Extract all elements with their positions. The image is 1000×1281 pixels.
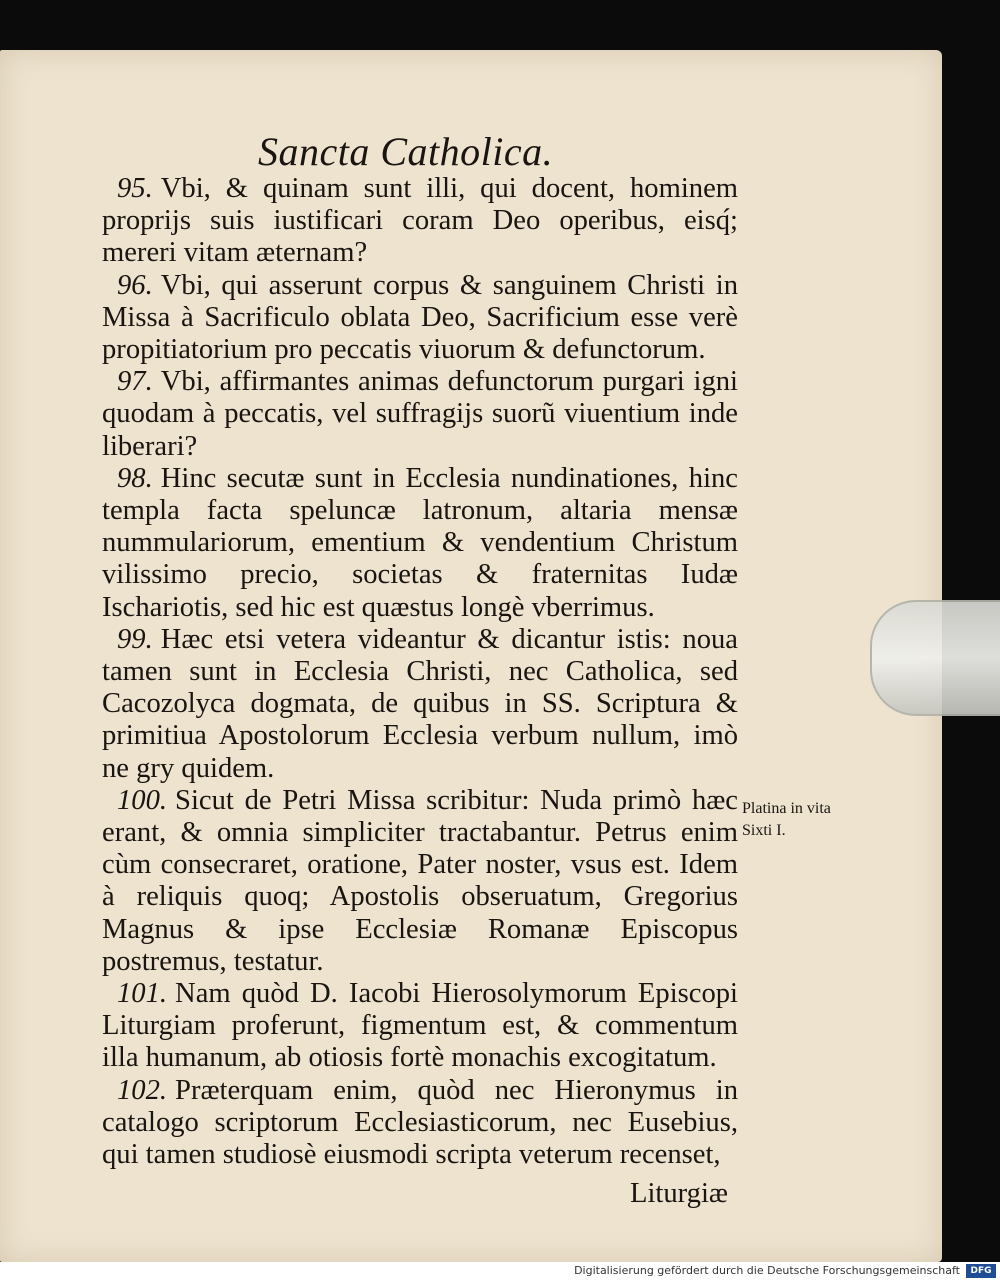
paragraph-number: 102.	[117, 1074, 168, 1106]
paragraph-text: Vbi, & quinam sunt illi, qui docent, hominem proprijs suis iustificari coram Deo operibus, eisq́; mereri vitam æternam?	[102, 173, 738, 269]
paragraph-text: Nam quòd D. Iacobi Hierosolymorum Episcopi Liturgiam proferunt, figmentum est, & commentum illa humanum, ab otiosis fortè monachis excogitatum.	[102, 978, 738, 1074]
paragraph-number: 98.	[117, 462, 153, 494]
page-clip	[870, 600, 1000, 716]
margin-note: Platina in vita Sixti I.	[742, 800, 831, 839]
paragraph-number: 95.	[117, 173, 153, 204]
paragraph-number: 101.	[117, 978, 168, 1010]
paragraph-number: 100.	[117, 784, 168, 816]
paragraph-96	[102, 270, 738, 367]
footer-credit: Digitalisierung gefördert durch die Deutsche Forschungsgemeinschaft	[574, 1264, 960, 1277]
paragraph-102	[102, 1075, 738, 1172]
paragraph-text: Hæc etsi vetera videantur & dicantur istis: noua tamen sunt in Ecclesia Christi, nec Catholica, sed Cacozolyca dogmata, de quibus in SS. Scriptura & primitiua Apostolorum Ecclesia verbum nullum, imò ne gry quidem.	[102, 623, 738, 784]
paragraph-text: Præterquam enim, quòd nec Hieronymus in catalogo scriptorum Ecclesiasticorum, nec Eusebius, qui tamen studiosè eiusmodi scripta veterum recenset,	[102, 1074, 738, 1171]
paragraph-number: 96.	[117, 269, 153, 301]
catchword: Liturgiæ	[630, 1178, 728, 1209]
paragraph-97	[102, 366, 738, 463]
paragraph-95	[102, 173, 738, 270]
paragraph-text: Hinc secutæ sunt in Ecclesia nundinationes, hinc templa facta speluncæ latronum, altaria mensæ nummulariorum, ementium & vendentium Christum vilissimo precio, societas & fraternitas Iudæ Ischariotis, sed hic est quæstus longè vberrimus.	[102, 462, 738, 623]
paragraph-text: Vbi, affirmantes animas defunctorum purgari igni quodam à peccatis, vel suffragijs suorũ viuentium inde liberari?	[102, 366, 738, 462]
text-block	[102, 173, 738, 1171]
paragraph-number: 99.	[117, 623, 153, 655]
paragraph-99	[102, 624, 738, 785]
dfg-logo-icon: DFG	[966, 1264, 996, 1278]
paragraph-number: 97.	[117, 366, 153, 398]
running-head: Sancta Catholica.	[258, 129, 554, 174]
paragraph-101	[102, 978, 738, 1075]
paragraph-text: Sicut de Petri Missa scribitur: Nuda primò hæc erant, & omnia simpliciter tractabantur. Petrus enim cùm consecraret, oratione, Pater noster, vsus est. Idem à reliquis quoq; Apostolis obseruatum, Gregorius Magnus & ipse Ecclesiæ Romanæ Episcopus postremus, testatur.	[102, 784, 738, 977]
paragraph-text: Vbi, qui asserunt corpus & sanguinem Christi in Missa à Sacrificulo oblata Deo, Sacrificium esse verè propitiatorium pro peccatis viuorum & defunctorum.	[102, 269, 738, 366]
paragraph-98	[102, 463, 738, 624]
paragraph-100	[102, 785, 738, 978]
